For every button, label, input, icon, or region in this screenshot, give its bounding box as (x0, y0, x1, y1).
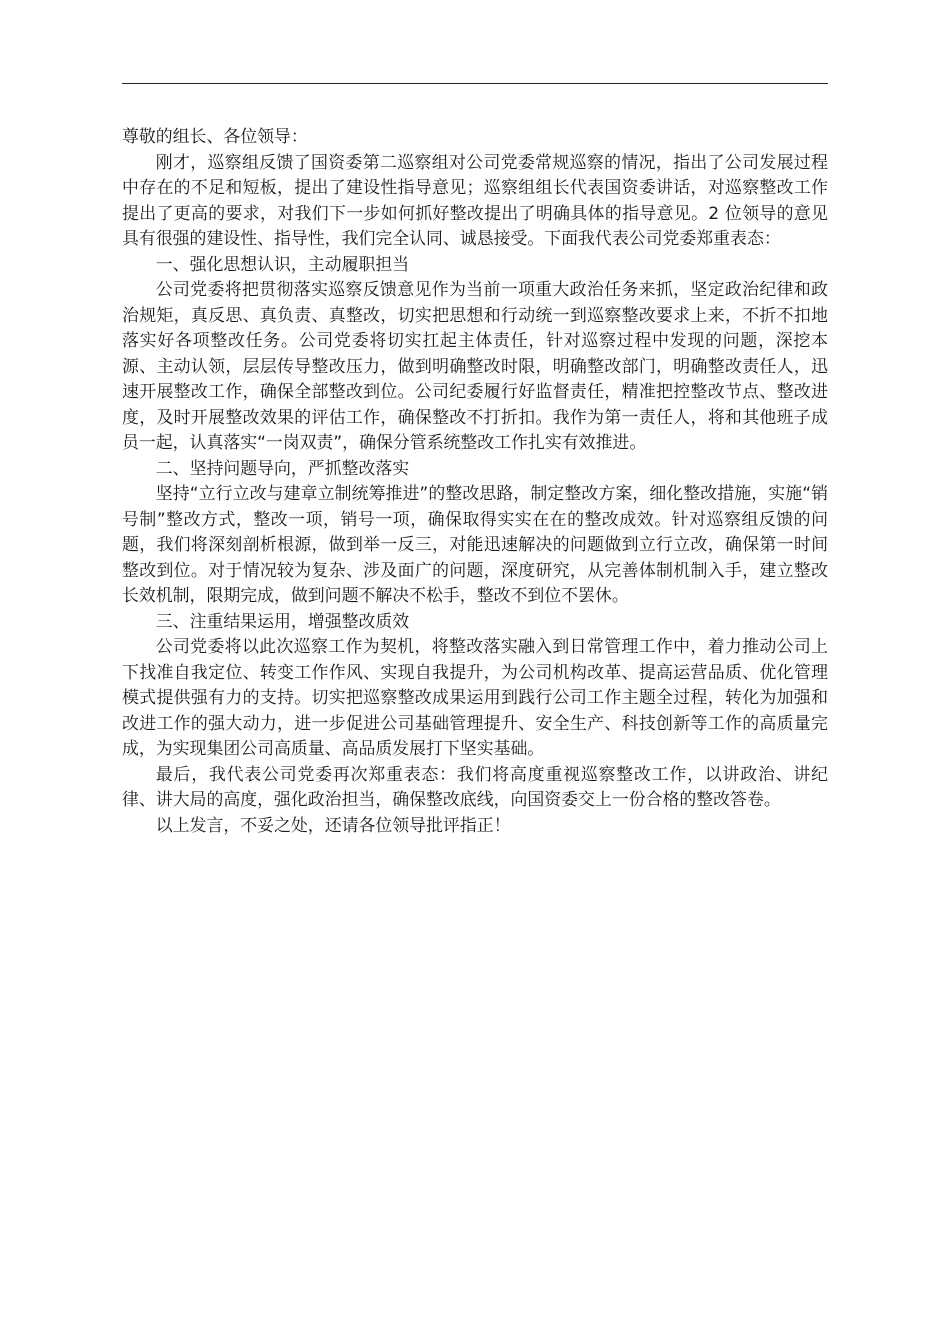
paragraph-section-1: 公司党委将把贯彻落实巡察反馈意见作为当前一项重大政治任务来抓，坚定政治纪律和政治规矩，真反思、真负责、真整改，切实把思想和行动统一到巡察整改要求上来，不折不扣地落实好各项整改任务。公司党委将切实扛起主体责任，针对巡察过程中发现的问题，深挖本源、主动认领，层层传导整改压力，做到明确整改时限，明确整改部门，明确整改责任人，迅速开展整改工作，确保全部整改到位。公司纪委履行好监督责任，精准把控整改节点、整改进度，及时开展整改效果的评估工作，确保整改不打折扣。我作为第一责任人，将和其他班子成员一起，认真落实“一岗双责”，确保分管系统整改工作扎实有效推进。 (122, 279, 828, 452)
heading-section-1: 一、强化思想认识，主动履职担当 (155, 253, 410, 274)
paragraph-closing: 最后，我代表公司党委再次郑重表态：我们将高度重视巡察整改工作，以讲政治、讲纪律、讲大局的高度，强化政治担当，确保整改底线，向国资委交上一份合格的整改答卷。 (122, 763, 828, 809)
paragraph-final: 以上发言，不妥之处，还请各位领导批评指正！ (155, 814, 511, 835)
document-body (122, 124, 828, 838)
salutation: 尊敬的组长、各位领导： (122, 126, 308, 146)
header-rule (122, 83, 828, 84)
heading-section-3: 三、注重结果运用，增强整改质效 (155, 610, 410, 631)
paragraph-opening: 刚才，巡察组反馈了国资委第二巡察组对公司党委常规巡察的情况，指出了公司发展过程中存在的不足和短板，提出了建设性指导意见；巡察组组长代表国资委讲话，对巡察整改工作提出了更高的要求，对我们下一步如何抓好整改提出了明确具体的指导意见。2 位领导的意见具有很强的建设性、指导性，我们完全认同、诚恳接受。下面我代表公司党委郑重表态： (122, 151, 828, 248)
heading-section-2: 二、坚持问题导向，严抓整改落实 (155, 457, 410, 478)
paragraph-section-2: 坚持“立行立改与建章立制统筹推进”的整改思路，制定整改方案，细化整改措施，实施“销号制”整改方式，整改一项，销号一项，确保取得实实在在的整改成效。针对巡察组反馈的问题，我们将深刻剖析根源，做到举一反三，对能迅速解决的问题做到立行立改，确保第一时间整改到位。对于情况较为复杂、涉及面广的问题，深度研究，从完善体制机制入手，建立整改长效机制，限期完成，做到问题不解决不松手，整改不到位不罢休。 (122, 483, 828, 605)
paragraph-section-3: 公司党委将以此次巡察工作为契机，将整改落实融入到日常管理工作中，着力推动公司上下找准自我定位、转变工作作风、实现自我提升，为公司机构改革、提高运营品质、优化管理模式提供强有力的支持。切实把巡察整改成果运用到践行公司工作主题全过程，转化为加强和改进工作的强大动力，进一步促进公司基础管理提升、安全生产、科技创新等工作的高质量完成，为实现集团公司高质量、高品质发展打下坚实基础。 (122, 636, 828, 758)
